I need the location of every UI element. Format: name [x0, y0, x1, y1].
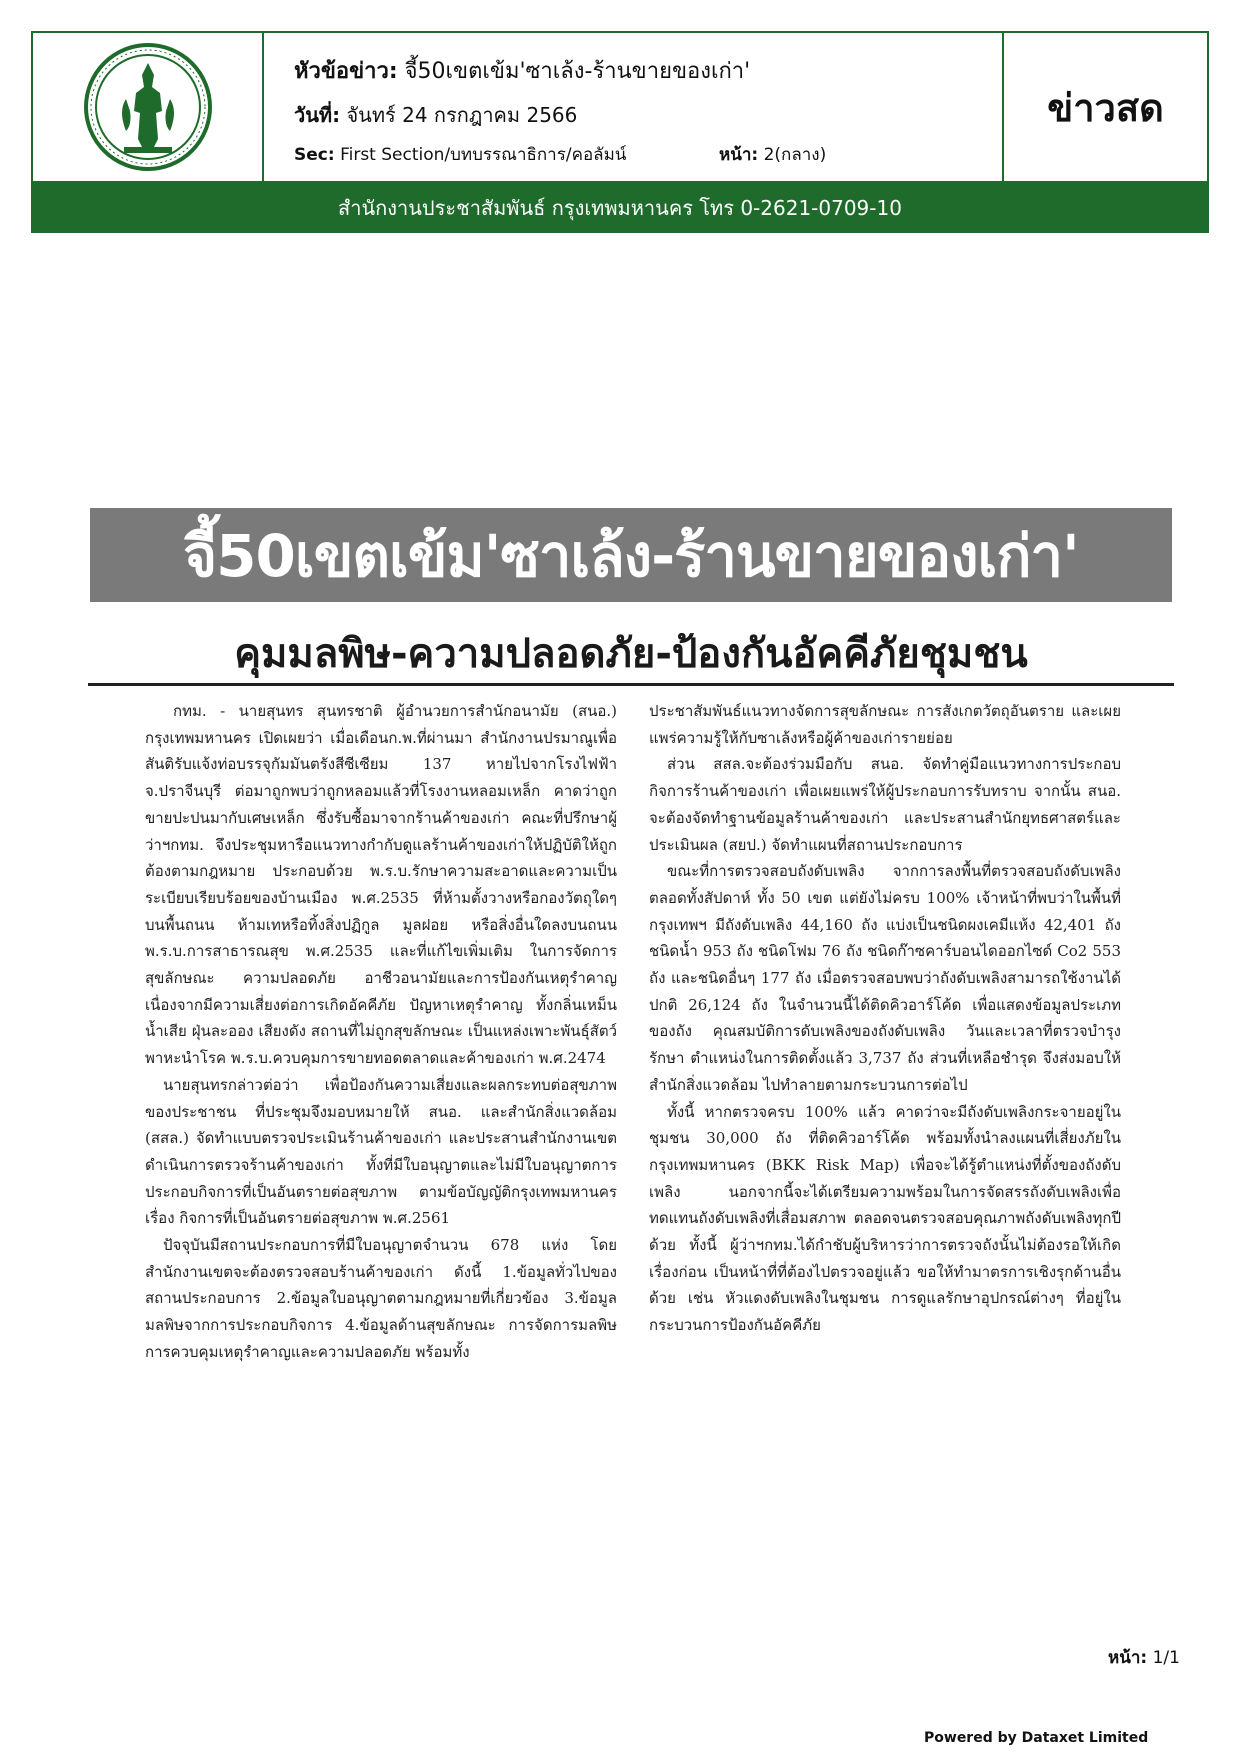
- page-value: 2(กลาง): [763, 145, 827, 165]
- headline-row: [294, 53, 750, 88]
- news-kind-cell: [1002, 33, 1207, 181]
- footer-page-label: หน้า:: [1108, 1648, 1148, 1668]
- clipping-info: [264, 33, 1002, 181]
- section-row: [294, 141, 626, 168]
- footer-page-value: 1/1: [1152, 1648, 1180, 1668]
- paragraph: ขณะที่การตรวจสอบถังดับเพลิง จากการลงพื้นที่ตรวจสอบถังดับเพลิงตลอดทั้งสัปดาห์ ทั้ง 50 เขต แต่ยังไม่ครบ 100% เจ้าหน้าที่พบว่าในพื้นที่กรุงเทพฯ มีถังดับเพลิง 44,160 ถัง แบ่งเป็นชนิดผงเคมีแห้ง 42,401 ถัง ชนิดน้ำ 953 ถัง ชนิดโฟม 76 ถัง ชนิดก๊าซคาร์บอนไดออกไซด์ Co2 553 ถัง และชนิดอื่นๆ 177 ถัง เมื่อตรวจสอบพบว่าถังดับเพลิงสามารถใช้งานได้ปกติ 26,124 ถัง ในจำนวนนี้ได้ติดคิวอาร์โค้ด เพื่อแสดงข้อมูลประเภทของถัง คุณสมบัติการดับเพลิงของถังดับเพลิง วันและเวลาที่ตรวจบำรุงรักษา ตำแหน่งในการติดตั้งแล้ว 3,737 ถัง ส่วนที่เหลือชำรุด จึงส่งมอบให้สำนักสิ่งแวดล้อม ไปทำลายตามกระบวนการต่อไป: [649, 862, 1121, 1094]
- article-title: จี้50เขตเข้ม'ซาเล้ง-ร้านขายของเก่า': [183, 521, 1079, 590]
- date-label: วันที่:: [294, 103, 341, 127]
- page-row: [719, 141, 826, 168]
- agency-band: [31, 183, 1209, 233]
- bangkok-seal-icon: [82, 41, 214, 173]
- article-column-right: [649, 698, 1121, 1339]
- page-label: หน้า:: [719, 145, 759, 165]
- date-row: [294, 99, 577, 131]
- news-kind: ข่าวสด: [1047, 85, 1164, 130]
- article-column-left: [145, 698, 617, 1366]
- footer-page-number: [1108, 1644, 1180, 1671]
- date-value: จันทร์ 24 กรกฎาคม 2566: [346, 103, 578, 127]
- section-label: Sec:: [294, 145, 335, 165]
- logo-cell: [33, 33, 264, 181]
- powered-by: Powered by Dataxet Limited: [924, 1730, 1149, 1746]
- paragraph: ปัจจุบันมีสถานประกอบการที่มีใบอนุญาตจำนวน 678 แห่ง โดยสำนักงานเขตจะต้องตรวจสอบร้านค้าของเก่า ดังนี้ 1.ข้อมูลทั่วไปของสถานประกอบการ 2.ข้อมูลใบอนุญาตตามกฎหมายที่เกี่ยวข้อง 3.ข้อมูลมลพิษจากการประกอบกิจการ 4.ข้อมูลด้านสุขลักษณะ การจัดการมลพิษ การควบคุมเหตุรำคาญและความปลอดภัย พร้อมทั้ง: [145, 1236, 617, 1361]
- paragraph: กทม. - นายสุนทร สุนทรชาติ ผู้อำนวยการสำนักอนามัย (สนอ.) กรุงเทพมหานคร เปิดเผยว่า เมื่อเดือนก.พ.ที่ผ่านมา สำนักงานปรมาณูเพื่อสันติรับแจ้งท่อบรรจุกัมมันตรังสีซีเซียม 137 หายไปจากโรงไฟฟ้า จ.ปราจีนบุรี ต่อมาถูกพบว่าถูกหลอมแล้วที่โรงงานหลอมเหล็ก คาดว่าถูกขายปะปนมากับเศษเหล็ก ซึ่งรับซื้อมาจากร้านค้าของเก่า คณะที่ปรึกษาผู้ว่าฯกทม. จึงประชุมหารือแนวทางกำกับดูแลร้านค้าของเก่าให้ปฏิบัติให้ถูกต้องตามกฎหมาย ประกอบด้วย พ.ร.บ.รักษาความสะอาดและความเป็นระเบียบเรียบร้อยของบ้านเมือง พ.ศ.2535 ที่ห้ามตั้งวางหรือกองวัตถุใดๆ บนพื้นถนน ห้ามเทหรือทิ้งสิ่งปฏิกูล มูลฝอย หรือสิ่งอื่นใดลงบนถนน พ.ร.บ.การสาธารณสุข พ.ศ.2535 และที่แก้ไขเพิ่มเติม ในการจัดการสุขลักษณะ ความปลอดภัย อาชีวอนามัยและการป้องกันเหตุรำคาญ เนื่องจากมีความเสี่ยงต่อการเกิดอัคคีภัย ปัญหาเหตุรำคาญ ทั้งกลิ่นเหม็น น้ำเสีย ฝุ่นละออง เสียงดัง สถานที่ไม่ถูกสุขลักษณะ เป็นแหล่งเพาะพันธุ์สัตว์พาหะนำโรค พ.ร.บ.ควบคุมการขายทอดตลาดและค้าของเก่า พ.ศ.2474: [145, 702, 617, 1068]
- paragraph: ประชาสัมพันธ์แนวทางจัดการสุขลักษณะ การสังเกตวัตถุอันตราย และเผยแพร่ความรู้ให้กับซาเล้งหรือผู้ค้าของเก่ารายย่อย: [649, 702, 1121, 747]
- section-value: First Section/บทบรรณาธิการ/คอลัมน์: [340, 145, 627, 165]
- article-title-block: [90, 508, 1172, 602]
- agency-band-text: สำนักงานประชาสัมพันธ์ กรุงเทพมหานคร โทร 0-2621-0709-10: [338, 196, 902, 220]
- paragraph: ส่วน สสล.จะต้องร่วมมือกับ สนอ. จัดทำคู่มือแนวทางการประกอบกิจการร้านค้าของเก่า เพื่อเผยแพร่ให้ผู้ประกอบการรับทราบ จากนั้น สนอ. จะต้องจัดทำฐานข้อมูลร้านค้าของเก่า และประสานสำนักยุทธศาสตร์และประเมินผล (สยป.) จัดทำแผนที่สถานประกอบการ: [649, 755, 1121, 854]
- paragraph: นายสุนทรกล่าวต่อว่า เพื่อป้องกันความเสี่ยงและผลกระทบต่อสุขภาพของประชาชน ที่ประชุมจึงมอบหมายให้ สนอ. และสำนักสิ่งแวดล้อม (สสล.) จัดทำแบบตรวจประเมินร้านค้าของเก่า และประสานสำนักงานเขต ดำเนินการตรวจร้านค้าของเก่า ทั้งที่มีใบอนุญาตและไม่มีใบอนุญาตการประกอบกิจการที่เป็นอันตรายต่อสุขภาพ ตามข้อบัญญัติกรุงเทพมหานคร เรื่อง กิจการที่เป็นอันตรายต่อสุขภาพ พ.ศ.2561: [145, 1075, 617, 1228]
- headline-label: หัวข้อข่าว:: [294, 59, 398, 84]
- paragraph: ทั้งนี้ หากตรวจครบ 100% แล้ว คาดว่าจะมีถังดับเพลิงกระจายอยู่ในชุมชน 30,000 ถัง ที่ติดคิวอาร์โค้ด พร้อมทั้งนำลงแผนที่เสี่ยงภัยในกรุงเทพมหานคร (BKK Risk Map) เพื่อจะได้รู้ตำแหน่งที่ตั้งของถังดับเพลิง นอกจากนี้จะได้เตรียมความพร้อมในการจัดสรรถังดับเพลิงเพื่อทดแทนถังดับเพลิงที่เสื่อมสภาพ ตลอดจนตรวจสอบคุณภาพถังดับเพลิงทุกปีด้วย ทั้งนี้ ผู้ว่าฯกทม.ได้กำชับผู้บริหารว่าการตรวจถังนั้นไม่ต้องรอให้เกิดเรื่องก่อน เป็นหน้าที่ที่ต้องไปตรวจอยู่แล้ว ขอให้ทำมาตรการเชิงรุกด้านอื่นด้วย เช่น หัวแดงดับเพลิงในชุมชน การดูแลรักษาอุปกรณ์ต่างๆ ที่อยู่ในกระบวนการป้องกันอัคคีภัย: [649, 1102, 1121, 1335]
- clipping-header: [31, 31, 1209, 183]
- article-subtitle: คุมมลพิษ-ความปลอดภัย-ป้องกันอัคคีภัยชุมชน: [88, 626, 1174, 686]
- headline-value: จี้50เขตเข้ม'ซาเล้ง-ร้านขายของเก่า': [404, 59, 751, 84]
